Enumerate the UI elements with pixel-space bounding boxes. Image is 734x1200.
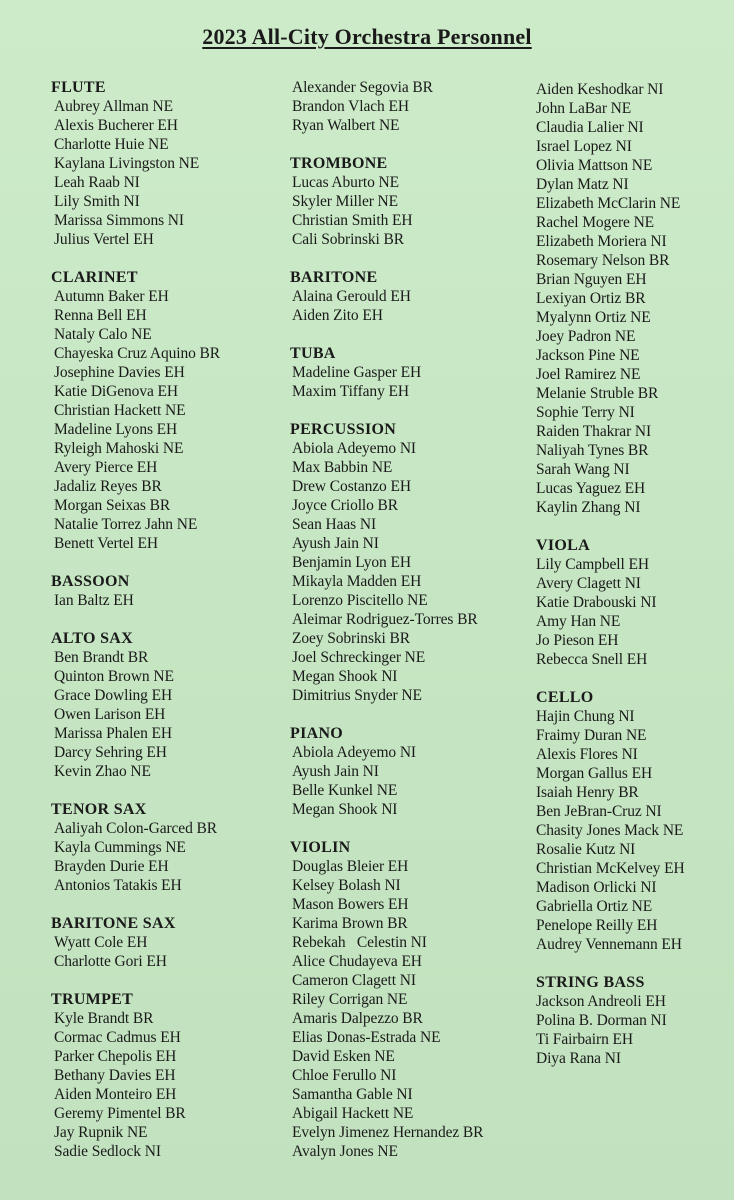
personnel-entry: Myalynn Ortiz NE	[536, 309, 651, 326]
personnel-entry: Ayush Jain NI	[292, 535, 379, 552]
column-1	[51, 78, 281, 1180]
personnel-entry: Sadie Sedlock NI	[54, 1143, 161, 1160]
personnel-entry: Alexander Segovia BR	[292, 79, 433, 96]
personnel-entry: Diya Rana NI	[536, 1050, 621, 1067]
personnel-entry: Evelyn Jimenez Hernandez BR	[292, 1124, 484, 1141]
personnel-entry: Mason Bowers EH	[292, 896, 409, 913]
section-tuba	[290, 344, 530, 401]
section-heading: CELLO	[536, 689, 594, 706]
section-heading: BARITONE	[290, 269, 378, 286]
personnel-entry: Drew Costanzo EH	[292, 478, 411, 495]
personnel-entry: Sophie Terry NI	[536, 404, 635, 421]
personnel-entry: Rosemary Nelson BR	[536, 252, 670, 269]
personnel-entry: Bethany Davies EH	[54, 1067, 176, 1084]
section-heading: TROMBONE	[290, 155, 388, 172]
section-heading: BARITONE SAX	[51, 915, 176, 932]
personnel-entry: Christian Hackett NE	[54, 402, 186, 419]
section-heading: STRING BASS	[536, 974, 645, 991]
personnel-entry: Isaiah Henry BR	[536, 784, 639, 801]
personnel-entry: Ben JeBran-Cruz NI	[536, 803, 662, 820]
page-title	[0, 24, 734, 50]
section-baritone-sax	[51, 914, 281, 971]
section-heading: ALTO SAX	[51, 630, 133, 647]
personnel-entry: Brayden Durie EH	[54, 858, 169, 875]
personnel-entry: Penelope Reilly EH	[536, 917, 658, 934]
personnel-entry: Hajin Chung NI	[536, 708, 635, 725]
personnel-entry: Rosalie Kutz NI	[536, 841, 636, 858]
personnel-entry: Kaylin Zhang NI	[536, 499, 641, 516]
personnel-entry: Jay Rupnik NE	[54, 1124, 148, 1141]
personnel-entry: Aubrey Allman NE	[54, 98, 173, 115]
personnel-entry: Naliyah Tynes BR	[536, 442, 649, 459]
personnel-entry: Brandon Vlach EH	[292, 98, 409, 115]
personnel-entry: Chasity Jones Mack NE	[536, 822, 684, 839]
personnel-entry: Megan Shook NI	[292, 801, 398, 818]
column-2	[290, 78, 530, 1180]
personnel-entry: Samantha Gable NI	[292, 1086, 413, 1103]
section-heading: VIOLIN	[290, 839, 351, 856]
personnel-entry: Fraimy Duran NE	[536, 727, 647, 744]
personnel-entry: Charlotte Gori EH	[54, 953, 167, 970]
personnel-entry: Elias Donas-Estrada NE	[292, 1029, 441, 1046]
personnel-entry: Avery Clagett NI	[536, 575, 641, 592]
personnel-entry: Alice Chudayeva EH	[292, 953, 422, 970]
personnel-entry: Alexis Bucherer EH	[54, 117, 178, 134]
page-title-text: 2023 All-City Orchestra Personnel	[202, 24, 532, 49]
personnel-entry: Dylan Matz NI	[536, 176, 629, 193]
personnel-entry: Sean Haas NI	[292, 516, 377, 533]
personnel-entry: Abiola Adeyemo NI	[292, 440, 416, 457]
personnel-entry: Aiden Zito EH	[292, 307, 383, 324]
personnel-entry: Jo Pieson EH	[536, 632, 619, 649]
personnel-entry: David Esken NE	[292, 1048, 395, 1065]
personnel-entry: Darcy Sehring EH	[54, 744, 167, 761]
column-3	[536, 80, 732, 1087]
personnel-entry: Joyce Criollo BR	[292, 497, 399, 514]
personnel-entry: Owen Larison EH	[54, 706, 166, 723]
personnel-entry: Alexis Flores NI	[536, 746, 638, 763]
personnel-entry: Lily Smith NI	[54, 193, 140, 210]
personnel-entry: Geremy Pimentel BR	[54, 1105, 186, 1122]
personnel-entry: Ian Baltz EH	[54, 592, 134, 609]
personnel-entry: Kelsey Bolash NI	[292, 877, 401, 894]
personnel-entry: Lorenzo Piscitello NE	[292, 592, 428, 609]
personnel-entry: Israel Lopez NI	[536, 138, 632, 155]
personnel-entry: Mikayla Madden EH	[292, 573, 422, 590]
personnel-entry: Ti Fairbairn EH	[536, 1031, 633, 1048]
personnel-entry: Megan Shook NI	[292, 668, 398, 685]
personnel-entry: Ryan Walbert NE	[292, 117, 400, 134]
section-viola	[536, 536, 732, 669]
personnel-entry: Lucas Yaguez EH	[536, 480, 646, 497]
personnel-entry: Wyatt Cole EH	[54, 934, 148, 951]
personnel-entry: Kevin Zhao NE	[54, 763, 151, 780]
personnel-entry: Chloe Ferullo NI	[292, 1067, 397, 1084]
section-tenor-sax	[51, 800, 281, 895]
personnel-entry: Max Babbin NE	[292, 459, 393, 476]
personnel-entry: Abigail Hackett NE	[292, 1105, 414, 1122]
section-bassoon	[51, 572, 281, 610]
personnel-entry: Ben Brandt BR	[54, 649, 149, 666]
personnel-entry: Aleimar Rodriguez-Torres BR	[292, 611, 478, 628]
personnel-entry: Claudia Lalier NI	[536, 119, 644, 136]
personnel-entry: Cali Sobrinski BR	[292, 231, 404, 248]
personnel-entry: Julius Vertel EH	[54, 231, 154, 248]
personnel-entry: Nataly Calo NE	[54, 326, 152, 343]
personnel-entry: Madeline Gasper EH	[292, 364, 422, 381]
personnel-entry: Katie Drabouski NI	[536, 594, 657, 611]
personnel-entry: Joey Padron NE	[536, 328, 636, 345]
personnel-entry: Kyle Brandt BR	[54, 1010, 154, 1027]
personnel-entry: Rebekah Celestin NI	[292, 934, 427, 951]
personnel-entry: Olivia Mattson NE	[536, 157, 653, 174]
personnel-entry: Alaina Gerould EH	[292, 288, 411, 305]
personnel-entry: Maxim Tiffany EH	[292, 383, 409, 400]
personnel-entry: Parker Chepolis EH	[54, 1048, 177, 1065]
personnel-entry: Morgan Seixas BR	[54, 497, 171, 514]
personnel-entry: Aiden Keshodkar NI	[536, 81, 664, 98]
personnel-entry: Renna Bell EH	[54, 307, 147, 324]
section-heading: BASSOON	[51, 573, 130, 590]
personnel-entry: Amaris Dalpezzo BR	[292, 1010, 423, 1027]
personnel-entry: Abiola Adeyemo NI	[292, 744, 416, 761]
personnel-entry: Benjamin Lyon EH	[292, 554, 411, 571]
section-heading: TUBA	[290, 345, 336, 362]
section-heading: TRUMPET	[51, 991, 134, 1008]
section-percussion	[290, 420, 530, 705]
personnel-entry: Lexiyan Ortiz BR	[536, 290, 646, 307]
personnel-entry: Madeline Lyons EH	[54, 421, 178, 438]
personnel-entry: Charlotte Huie NE	[54, 136, 169, 153]
personnel-entry: Christian Smith EH	[292, 212, 413, 229]
personnel-entry: Rachel Mogere NE	[536, 214, 655, 231]
personnel-entry: Lily Campbell EH	[536, 556, 649, 573]
section-cello	[536, 688, 732, 954]
personnel-entry: John LaBar NE	[536, 100, 632, 117]
section-alto-sax	[51, 629, 281, 781]
personnel-entry: Karima Brown BR	[292, 915, 408, 932]
personnel-entry: Amy Han NE	[536, 613, 621, 630]
personnel-entry: Marissa Simmons NI	[54, 212, 184, 229]
personnel-entry: Morgan Gallus EH	[536, 765, 653, 782]
personnel-entry: Cormac Cadmus EH	[54, 1029, 181, 1046]
personnel-entry: Elizabeth Moriera NI	[536, 233, 667, 250]
personnel-entry: Leah Raab NI	[54, 174, 140, 191]
personnel-entry: Brian Nguyen EH	[536, 271, 647, 288]
personnel-entry: Dimitrius Snyder NE	[292, 687, 422, 704]
personnel-entry: Jadaliz Reyes BR	[54, 478, 162, 495]
personnel-entry: Lucas Aburto NE	[292, 174, 399, 191]
personnel-entry: Madison Orlicki NI	[536, 879, 657, 896]
section-heading: FLUTE	[51, 79, 106, 96]
personnel-entry: Grace Dowling EH	[54, 687, 173, 704]
personnel-entry: Kaylana Livingston NE	[54, 155, 200, 172]
personnel-entry: Aaliyah Colon-Garced BR	[54, 820, 217, 837]
personnel-entry: Melanie Struble BR	[536, 385, 659, 402]
section-clarinet	[51, 268, 281, 553]
personnel-entry: Audrey Vennemann EH	[536, 936, 682, 953]
personnel-entry: Douglas Bleier EH	[292, 858, 409, 875]
personnel-entry: Josephine Davies EH	[54, 364, 185, 381]
personnel-entry: Zoey Sobrinski BR	[292, 630, 411, 647]
personnel-entry: Katie DiGenova EH	[54, 383, 178, 400]
personnel-entry: Polina B. Dorman NI	[536, 1012, 667, 1029]
personnel-entry: Marissa Phalen EH	[54, 725, 172, 742]
section-continued	[536, 80, 732, 517]
section-baritone	[290, 268, 530, 325]
personnel-entry: Joel Ramirez NE	[536, 366, 641, 383]
personnel-entry: Natalie Torrez Jahn NE	[54, 516, 198, 533]
personnel-entry: Kayla Cummings NE	[54, 839, 186, 856]
personnel-entry: Avalyn Jones NE	[292, 1143, 398, 1160]
personnel-entry: Avery Pierce EH	[54, 459, 158, 476]
personnel-entry: Christian McKelvey EH	[536, 860, 685, 877]
personnel-entry: Autumn Baker EH	[54, 288, 169, 305]
personnel-entry: Joel Schreckinger NE	[292, 649, 426, 666]
section-string-bass	[536, 973, 732, 1068]
personnel-entry: Ayush Jain NI	[292, 763, 379, 780]
personnel-entry: Skyler Miller NE	[292, 193, 399, 210]
section-heading: PERCUSSION	[290, 421, 397, 438]
personnel-entry: Quinton Brown NE	[54, 668, 174, 685]
section-piano	[290, 724, 530, 819]
section-trombone	[290, 154, 530, 249]
personnel-entry: Aiden Monteiro EH	[54, 1086, 177, 1103]
section-continued	[290, 78, 530, 135]
section-heading: VIOLA	[536, 537, 590, 554]
personnel-entry: Antonios Tatakis EH	[54, 877, 182, 894]
personnel-entry: Rebecca Snell EH	[536, 651, 648, 668]
section-flute	[51, 78, 281, 249]
section-heading: PIANO	[290, 725, 344, 742]
personnel-entry: Jackson Pine NE	[536, 347, 640, 364]
section-trumpet	[51, 990, 281, 1161]
personnel-entry: Sarah Wang NI	[536, 461, 630, 478]
personnel-entry: Raiden Thakrar NI	[536, 423, 652, 440]
personnel-entry: Gabriella Ortiz NE	[536, 898, 653, 915]
personnel-entry: Jackson Andreoli EH	[536, 993, 666, 1010]
personnel-entry: Riley Corrigan NE	[292, 991, 408, 1008]
section-heading: TENOR SAX	[51, 801, 147, 818]
personnel-entry: Ryleigh Mahoski NE	[54, 440, 184, 457]
personnel-entry: Cameron Clagett NI	[292, 972, 416, 989]
personnel-entry: Belle Kunkel NE	[292, 782, 398, 799]
section-violin	[290, 838, 530, 1161]
personnel-entry: Benett Vertel EH	[54, 535, 159, 552]
personnel-entry: Chayeska Cruz Aquino BR	[54, 345, 221, 362]
personnel-entry: Elizabeth McClarin NE	[536, 195, 681, 212]
section-heading: CLARINET	[51, 269, 138, 286]
